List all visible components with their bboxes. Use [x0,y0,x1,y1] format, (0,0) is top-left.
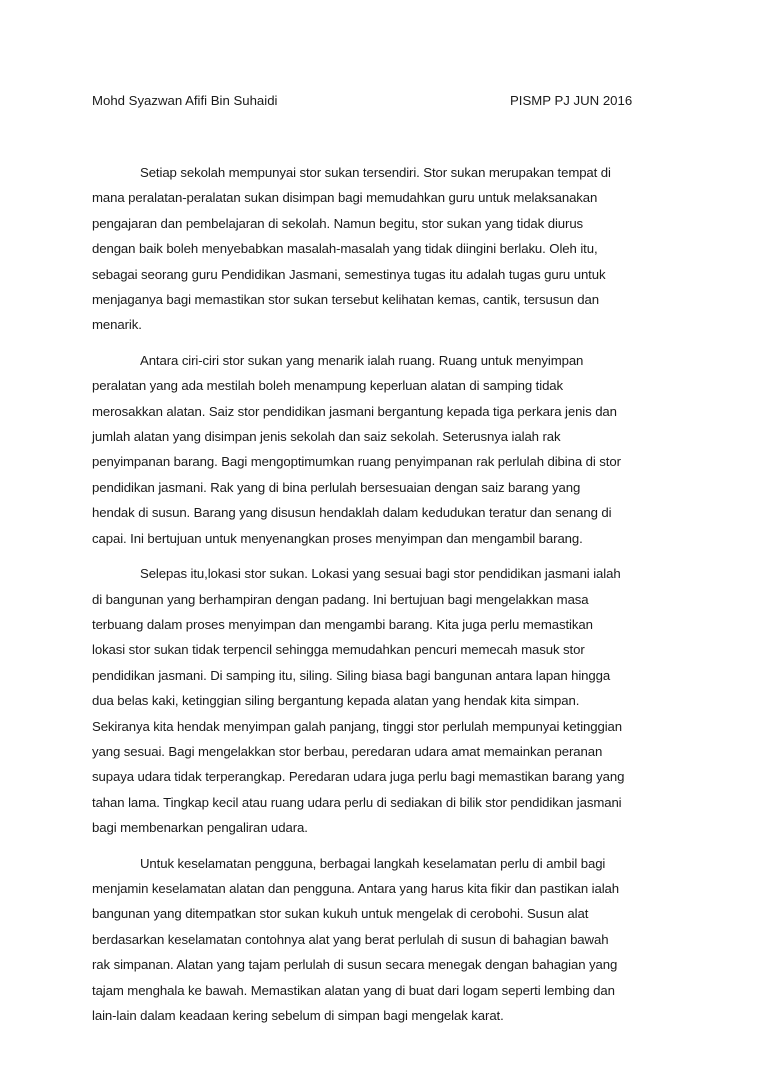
paragraph-line: sebagai seorang guru Pendidikan Jasmani, semestinya tugas itu adalah tugas guru untuk [92,266,606,282]
paragraph-line: yang sesuai. Bagi mengelakkan stor berbau, peredaran udara amat memainkan peranan [92,743,603,759]
paragraph-line: menarik. [92,317,142,333]
paragraph-first-line: Antara ciri-ciri stor sukan yang menarik ialah ruang. Ruang untuk menyimpan [140,352,584,368]
paragraph-line: menjamin keselamatan alatan dan pengguna. Antara yang harus kita fikir dan pastikan ialah [92,880,620,896]
paragraph [92,851,662,1029]
paragraph-line: mana peralatan-peralatan sukan disimpan bagi memudahkan guru untuk melaksanakan [92,190,598,206]
paragraph-first-line: Selepas itu,lokasi stor sukan. Lokasi yang sesuai bagi stor pendidikan jasmani ialah [140,566,621,582]
author-name: Mohd Syazwan Afifi Bin Suhaidi [92,93,278,108]
paragraph-line: tajam menghala ke bawah. Memastikan alatan yang di buat dari logam seperti lembing dan [92,982,615,998]
paragraph-line: supaya udara tidak terperangkap. Peredaran udara juga perlu bagi memastikan barang yang [92,769,625,785]
course-code: PISMP PJ JUN 2016 [510,93,633,108]
paragraph-line: pendidikan jasmani. Rak yang di bina perlulah bersesuaian dengan saiz barang yang [92,479,581,495]
paragraph-line: menjaganya bagi memastikan stor sukan tersebut kelihatan kemas, cantik, tersusun dan [92,292,599,308]
paragraph-line: lokasi stor sukan tidak terpencil sehingga memudahkan pencuri memecah masuk stor [92,642,585,658]
essay-body [92,160,662,1038]
paragraph [92,160,662,338]
paragraph [92,561,662,840]
paragraph-first-line: Untuk keselamatan pengguna, berbagai langkah keselamatan perlu di ambil bagi [140,855,606,871]
paragraph-first-line: Setiap sekolah mempunyai stor sukan tersendiri. Stor sukan merupakan tempat di [140,165,611,180]
paragraph-line: merosakkan alatan. Saiz stor pendidikan jasmani bergantung kepada tiga perkara jenis dan [92,403,617,419]
paragraph-line: penyimpanan barang. Bagi mengoptimumkan ruang penyimpanan rak perlulah dibina di stor [92,454,621,470]
paragraph-line: rak simpanan. Alatan yang tajam perlulah di susun secara menegak dengan bahagian yang [92,957,618,973]
paragraph-line: dengan baik boleh menyebabkan masalah-masalah yang tidak diingini berlaku. Oleh itu, [92,241,598,257]
paragraph-line: lain-lain dalam keadaan kering sebelum di simpan bagi mengelak karat. [92,1008,504,1023]
paragraph-line: hendak di susun. Barang yang disusun hendaklah dalam kedudukan teratur dan senang di [92,505,612,521]
paragraph-line: bangunan yang ditempatkan stor sukan kukuh untuk mengelak di cerobohi. Susun alat [92,906,589,922]
paragraph-line: jumlah alatan yang disimpan jenis sekolah dan saiz sekolah. Seterusnya ialah rak [92,429,561,445]
paragraph-line: terbuang dalam proses menyimpan dan mengambi barang. Kita juga perlu memastikan [92,616,593,632]
paragraph [92,348,662,551]
paragraph-line: peralatan yang ada mestilah boleh menampung keperluan alatan di samping tidak [92,378,564,394]
paragraph-line: berdasarkan keselamatan contohnya alat yang berat perlulah di susun di bahagian bawah [92,931,609,947]
paragraph-line: pengajaran dan pembelajaran di sekolah. Namun begitu, stor sukan yang tidak diurus [92,215,584,231]
paragraph-line: capai. Ini bertujuan untuk menyenangkan proses menyimpan dan mengambil barang. [92,530,583,546]
paragraph-line: dua belas kaki, ketinggian siling bergantung kepada alatan yang hendak kita simpan. [92,693,580,709]
paragraph-line: di bangunan yang berhampiran dengan padang. Ini bertujuan bagi mengelakkan masa [92,591,589,607]
paragraph-line: tahan lama. Tingkap kecil atau ruang udara perlu di sediakan di bilik stor pendidikan jasmani [92,794,622,810]
paragraph-line: Sekiranya kita hendak menyimpan galah panjang, tinggi stor perlulah mempunyai ketinggian [92,718,623,734]
paragraph-line: bagi membenarkan pengaliran udara. [92,820,308,836]
paragraph-line: pendidikan jasmani. Di samping itu, siling. Siling biasa bagi bangunan antara lapan hingga [92,667,611,683]
